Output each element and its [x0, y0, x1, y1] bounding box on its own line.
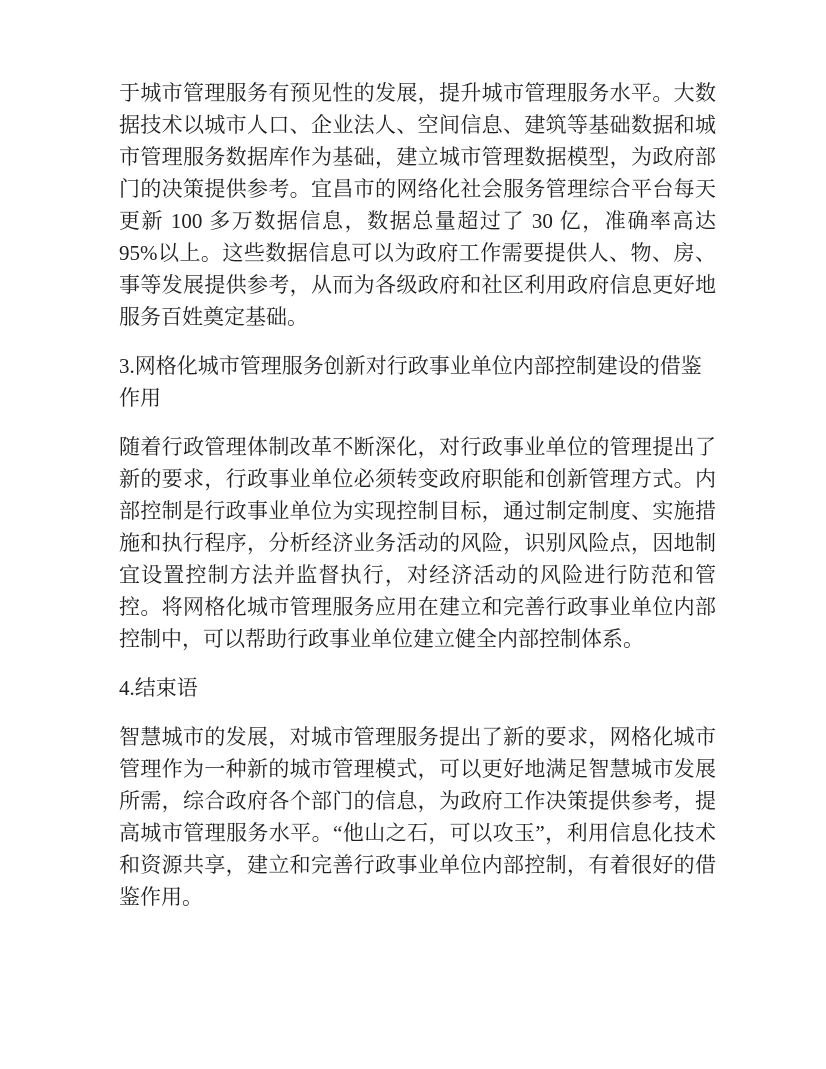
paragraph-conclusion: 智慧城市的发展，对城市管理服务提出了新的要求，网格化城市管理作为一种新的城市管理模式，可以更好地满足智慧城市发展所需，综合政府各个部门的信息，为政府工作决策提供参考，提高城市管理服务水平。“他山之石，可以攻玉”，利用信息化技术和资源共享，建立和完善行政事业单位内部控制，有着很好的借鉴作用。 — [119, 725, 716, 909]
document-content — [119, 77, 716, 913]
paragraph-big-data-platform: 于城市管理服务有预见性的发展，提升城市管理服务水平。大数据技术以城市人口、企业法人、空间信息、建筑等基础数据和城市管理服务数据库作为基础，建立城市管理数据模型，为政府部门的决策提供参考。宜昌市的网络化社会服务管理综合平台每天更新 100 多万数据信息，数据总量超过了 30 亿，准确率高达 95%以上。这些数据信息可以为政府工作需要提供人、物、房、事等发展提供参考，从而为各级政府和社区利用政府信息更好地服务百姓奠定基础。 — [119, 81, 716, 329]
paragraph-internal-control: 随着行政管理体制改革不断深化，对行政事业单位的管理提出了新的要求，行政事业单位必须转变政府职能和创新管理方式。内部控制是行政事业单位为实现控制目标，通过制定制度、实施措施和执行程序，分析经济业务活动的风险，识别风险点，因地制宜设置控制方法并监督执行，对经济活动的风险进行防范和管控。将网格化城市管理服务应用在建立和完善行政事业单位内部控制中，可以帮助行政事业单位建立健全内部控制体系。 — [119, 435, 716, 651]
section-heading-4-conclusion: 4.结束语 — [119, 676, 198, 700]
section-heading-3: 3.网格化城市管理服务创新对行政事业单位内部控制建设的借鉴作用 — [119, 354, 702, 410]
